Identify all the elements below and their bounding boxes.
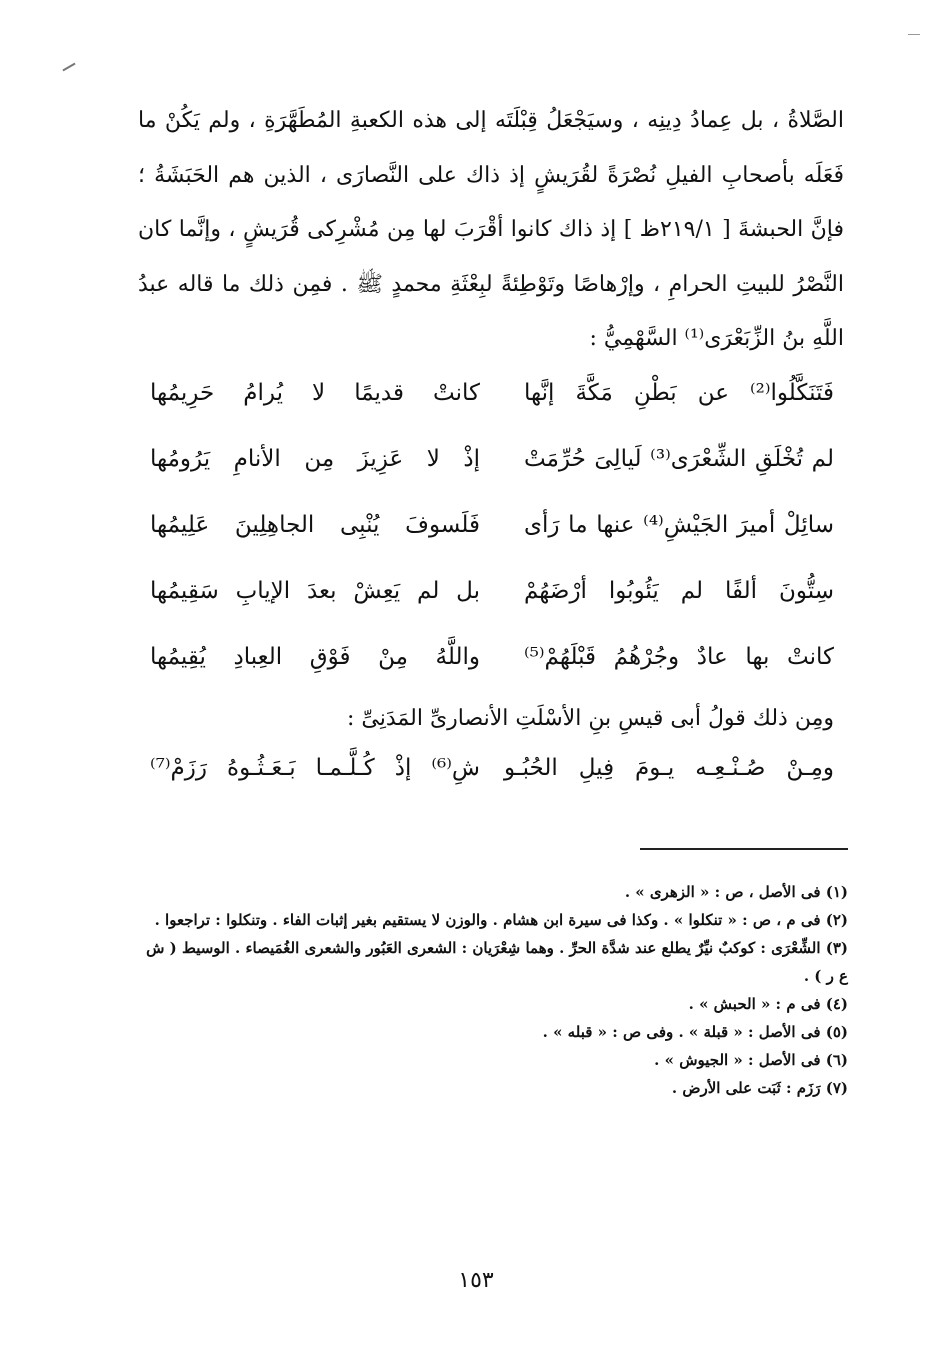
second-hemistich: واللَّهُ مِنْ فَوْقِ العِبادِ يُقِيمُها (150, 644, 480, 670)
page-number: ١٥٣ (458, 1268, 494, 1293)
second-hemistich: فَلَسوفَ يُنْبِى الجاهِلِينَ عَلِيمُها (150, 512, 480, 538)
footnote-separator (640, 848, 848, 850)
second-hemistich: بل لم يَعِشْ بعدَ الإيابِ سَقِيمُها (150, 578, 480, 604)
footnote: (٣) الشِّعْرَى : كوكبٌ نيِّرٌ يطلع عند شدَّة الحرِّ . وهما شِعْرَيان : الشعرى العَبُور والشعرى الغُمَيصاء . الوسيط ( ش ع ر ) . (146, 939, 848, 985)
first-hemistich: لم تُخْلَقِ الشِّعْرَى⁽³⁾ لَيالِىَ حُرِّمَتْ (524, 446, 834, 472)
scan-mark (62, 63, 75, 72)
first-hemistich: كانتْ بها عادٌ وجُرْهُمُ قَبْلَهُمْ⁽⁵⁾ (524, 644, 834, 670)
footnote: (٤) فى م : « الحبش » . (688, 995, 848, 1013)
poem-intro: ومِن ذلك قولُ أبى قيسِ بنِ الأسْلَتِ الأنصارىِّ المَدَنِىِّ : (347, 706, 834, 731)
footnote: (٦) فى الأصل : « الجيوش » . (654, 1051, 848, 1069)
main-text (138, 94, 844, 367)
scan-mark (908, 34, 920, 35)
footnote: (١) فى الأصل ، ص : « الزهرى » . (624, 883, 848, 901)
first-hemistich: سِتُّونَ ألفًا لم يَئُوبُوا أرْضَهُمْ (524, 578, 834, 604)
footnote: (٢) فى م ، ص : « تنكلوا » . وكذا فى سيرة ابن هشام . والوزن لا يستقيم بغير إثبات الفاء . وتنكلوا : تراجعوا . (154, 911, 848, 929)
second-hemistich: إذْ لا عَزِيزَ مِن الأنامِ يَرُومُها (150, 446, 480, 472)
verse-line (150, 360, 834, 426)
first-hemistich: ومِـنْ صُـنْـعِـه يـومَ فِيلِ الحُبُـو (504, 755, 834, 781)
verse-line (150, 755, 834, 781)
first-hemistich: سائِلْ أميرَ الجَيْشِ⁽⁴⁾ عنها ما رَأى (524, 512, 835, 538)
footnote: (٥) فى الأصل : « قبلة » . وفى ص : « قبله » . (542, 1023, 848, 1041)
verse-line (150, 558, 834, 624)
verse-line (150, 624, 834, 690)
footnotes (140, 878, 848, 1102)
second-hemistich: شِ⁽⁶⁾ إذْ كُـلَّـمـا بَـعَـثُـوهُ رَزَمْ⁽⁷⁾ (150, 755, 480, 781)
first-hemistich: فَتَنَكَّلُوا⁽²⁾ عن بَطْنِ مَكَّةَ إنَّها (524, 380, 834, 406)
poem (150, 360, 834, 690)
footnote: (٧) رَزَم : ثَبَت على الأرض . (671, 1079, 848, 1097)
verse-line (150, 426, 834, 492)
second-hemistich: كانتْ قديمًا لا يُرامُ حَرِيمُها (150, 380, 480, 406)
paragraph: الصَّلاةُ ، بل عِمادُ دِينِه ، وسيَجْعَلُ قِبْلَتَه إلى هذه الكعبةِ المُطَهَّرَةِ ، ولم يَكُنْ ما فَعَلَه بأصحابِ الفيلِ نُصْرَةً لقُرَيشٍ إذ ذاك على النَّصارَى ، الذين هم الحَبَشَةُ ؛ فإنَّ الحبشةَ [ ٢١٩/١ظ ] إذ ذاك كانوا أقْرَبَ لها مِن مُشْرِكى قُرَيشٍ ، وإنَّما كان النَّصْرُ للبيتِ الحرامِ ، وإرْهاصًا وتَوْطِئةً لبِعْثَةِ محمدٍ ﷺ . فمِن ذلك ما قاله عبدُ اللَّهِ بنُ الزِّبَعْرَى⁽¹⁾ السَّهْمِيُّ : (138, 108, 844, 351)
verse-line (150, 492, 834, 558)
